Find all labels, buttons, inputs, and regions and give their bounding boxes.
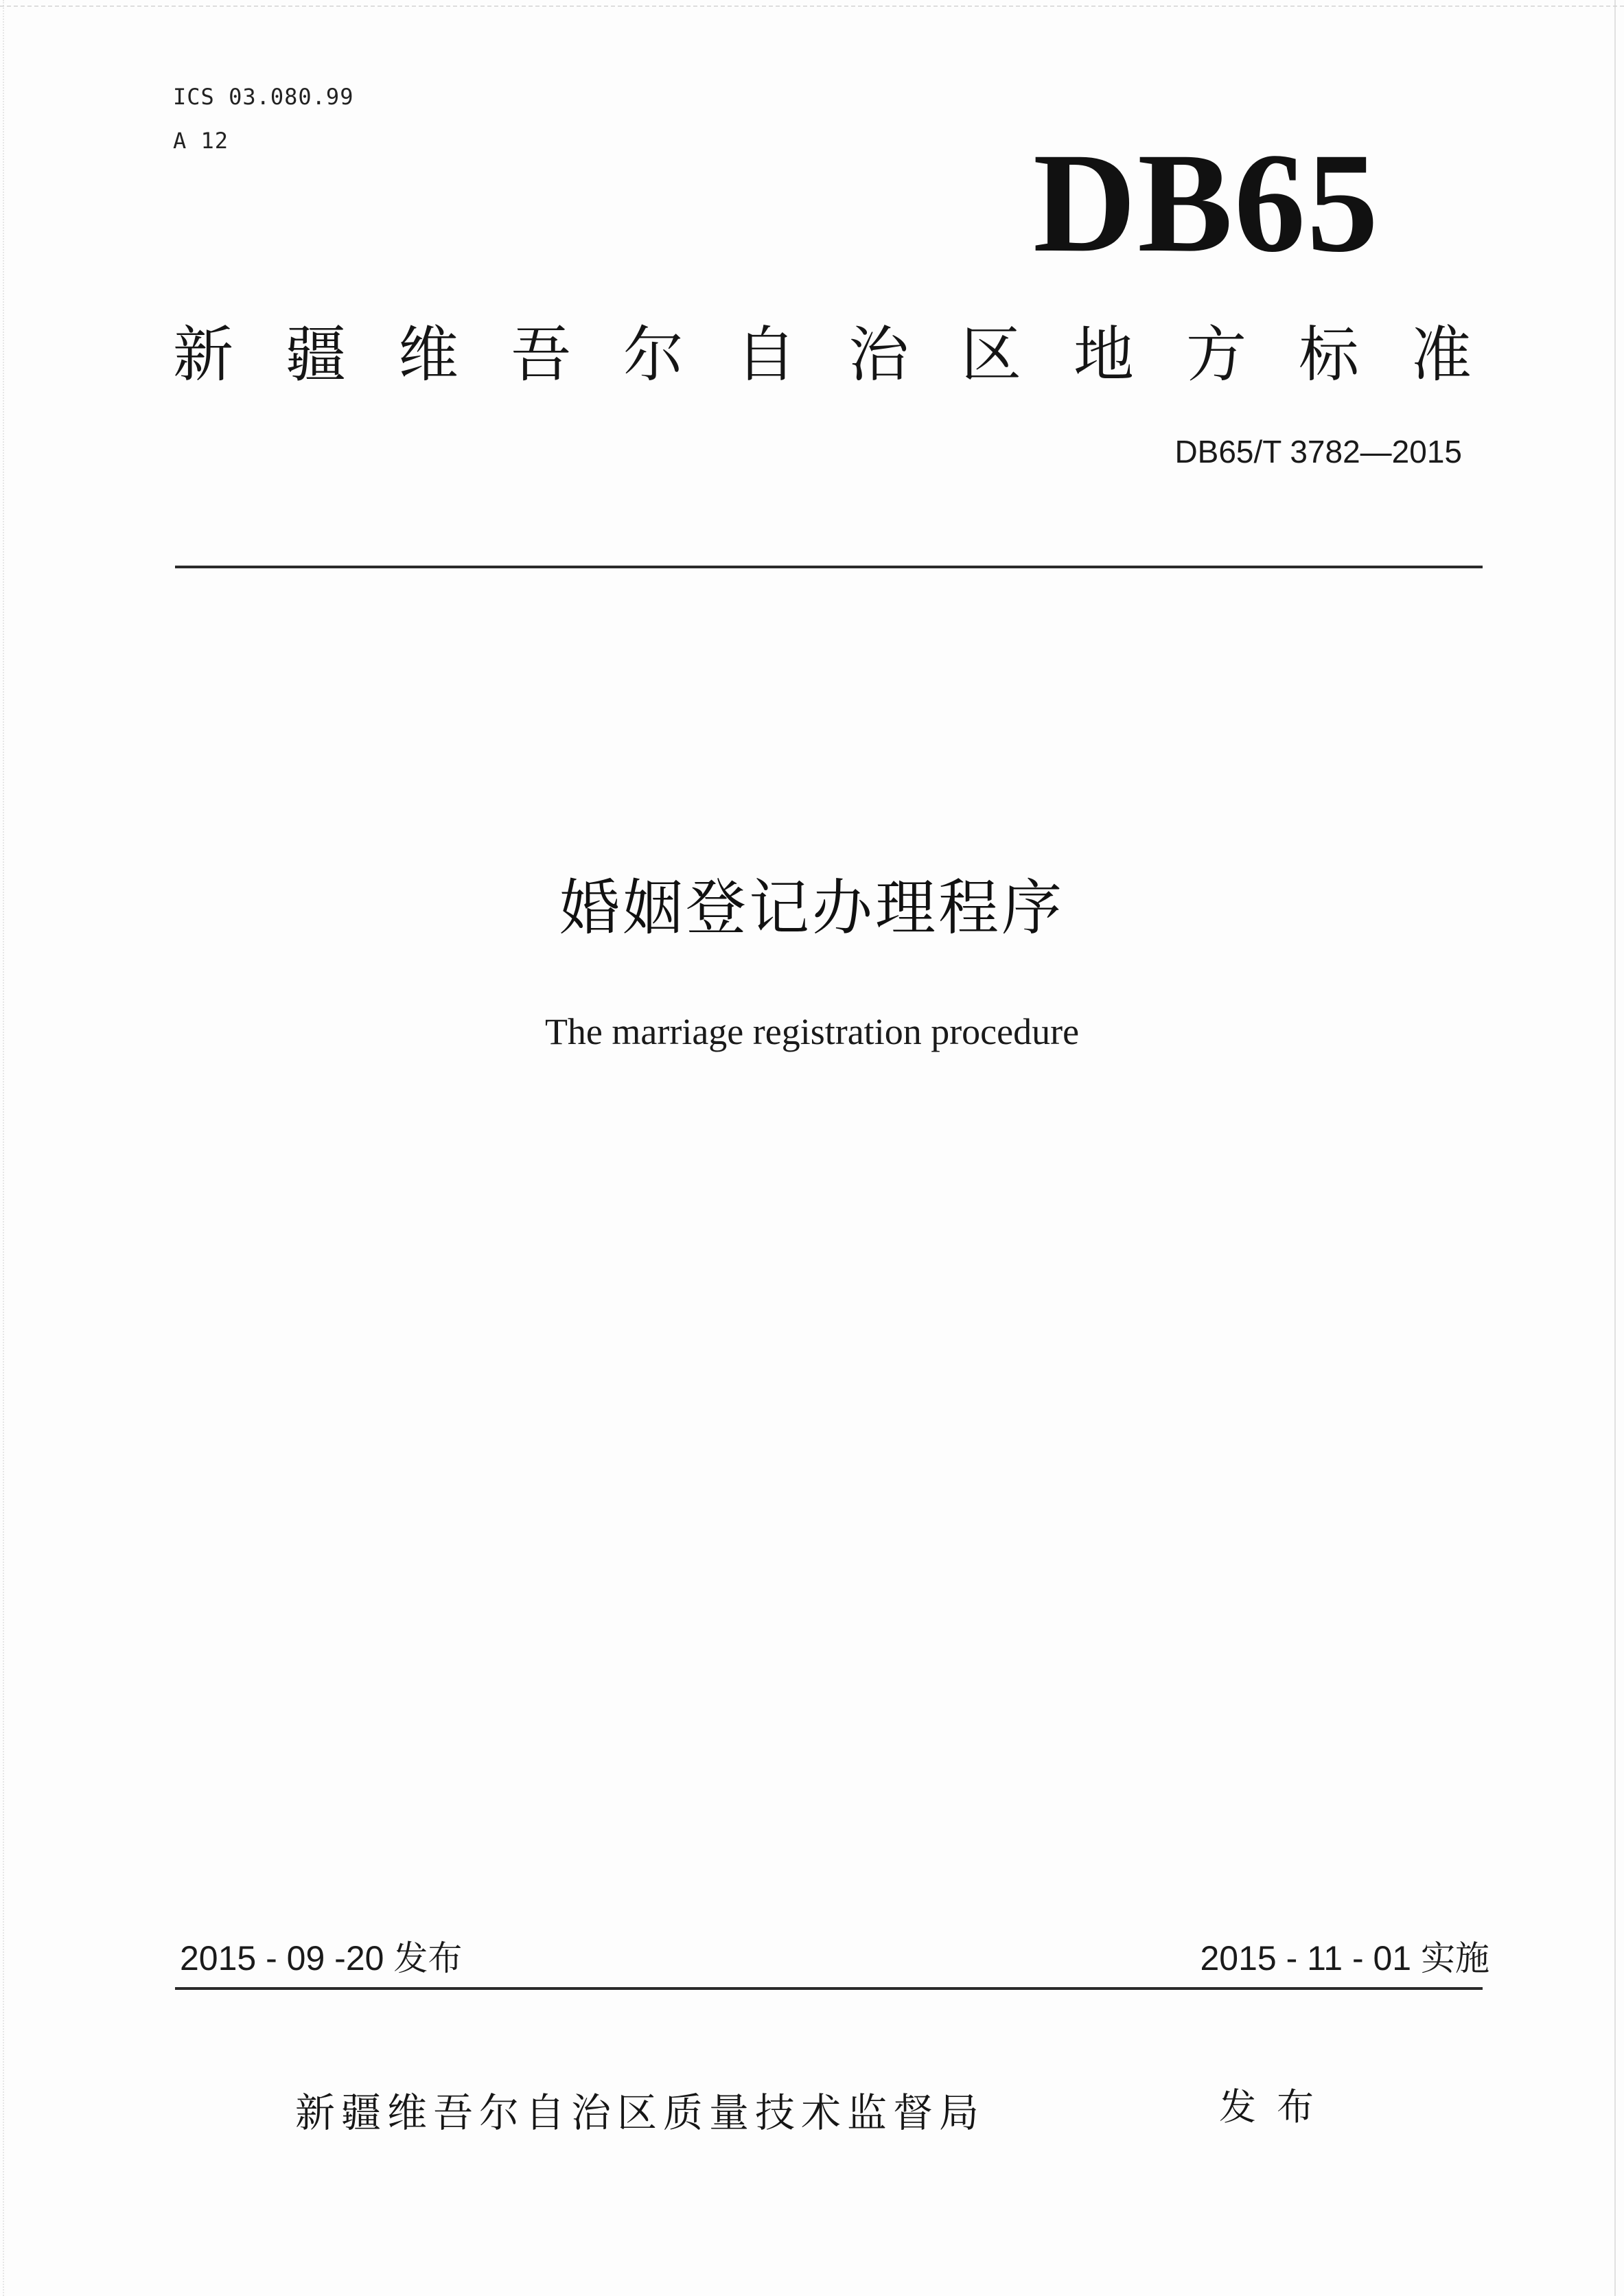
header-divider — [175, 566, 1483, 568]
document-title-zh: 婚姻登记办理程序 — [559, 872, 1065, 943]
effective-date: 2015 - 11 - 01 实施 — [1200, 1939, 1489, 1978]
publish-label: 发布 — [1219, 2085, 1334, 2129]
issue-date: 2015 - 09 -20 发布 — [180, 1939, 463, 1978]
scan-edge-top — [0, 0, 1624, 7]
ics-number: ICS 03.080.99 — [173, 84, 354, 110]
footer-divider — [175, 1987, 1483, 1990]
standard-code: DB65/T 3782—2015 — [1174, 434, 1462, 469]
classification-code: A 12 — [173, 128, 229, 154]
issuer-title: 新疆维吾尔自治区地方标准 — [173, 319, 1524, 390]
document-title-en: The marriage registration procedure — [544, 1011, 1080, 1052]
scan-edge-left — [0, 0, 4, 2296]
scan-edge-right — [1614, 0, 1619, 2296]
db65-logo: DB65 — [1033, 124, 1380, 281]
publisher-name: 新疆维吾尔自治区质量技术监督局 — [295, 2089, 986, 2136]
